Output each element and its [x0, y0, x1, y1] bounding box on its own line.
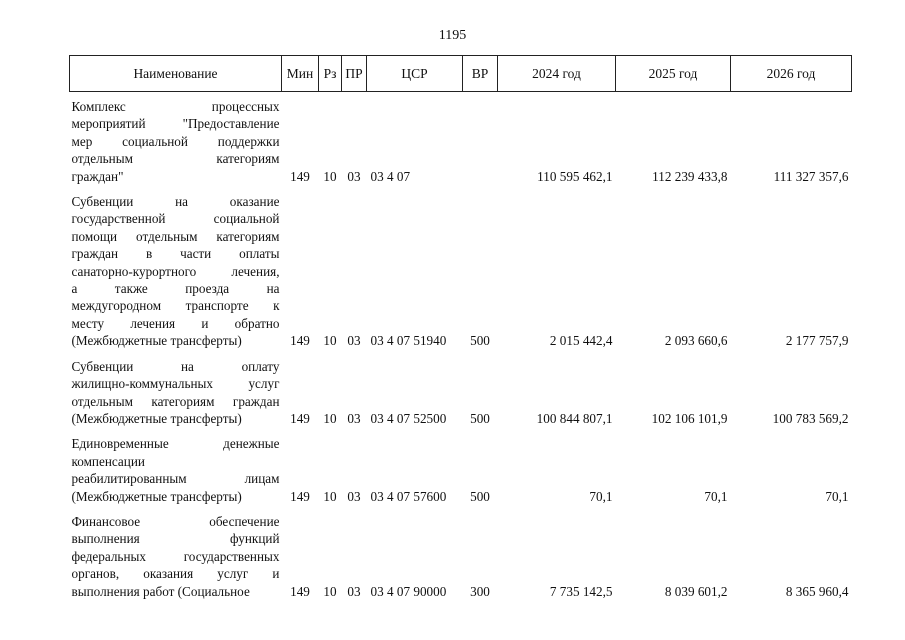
cell-rz: 10 [323, 583, 337, 599]
header-csr: ЦСР [367, 56, 463, 92]
header-vr: ВР [463, 56, 498, 92]
cell-2026: 2 177 757,9 [785, 333, 849, 349]
name-line: междугородном транспорте к [71, 298, 280, 314]
name-line: (Межбюджетные трансферты) [71, 410, 242, 426]
cell-vr: 500 [470, 333, 490, 349]
name-line: граждан" [71, 168, 124, 184]
name-line: помощи отдельным категориям [71, 228, 280, 244]
cell-csr: 03 4 07 90000 [370, 583, 447, 599]
header-2026: 2026 год [731, 56, 852, 92]
name-line: Единовременные денежные [71, 436, 280, 452]
name-line: а также проезда на [71, 281, 280, 297]
cell-name [70, 507, 282, 602]
cell-min: 149 [290, 168, 310, 184]
cell-2026: 111 327 357,6 [773, 168, 849, 184]
name-line: Субвенции на оказание [71, 194, 280, 210]
cell-rz: 10 [323, 333, 337, 349]
cell-2024: 100 844 807,1 [536, 410, 613, 426]
cell-2024: 2 015 442,4 [549, 333, 613, 349]
cell-min: 149 [290, 583, 310, 599]
table-row [70, 507, 852, 602]
name-line: Субвенции на оплату [71, 358, 280, 374]
cell-min: 149 [290, 488, 310, 504]
cell-name [70, 187, 282, 352]
cell-vr: 500 [470, 488, 490, 504]
name-line: мер социальной поддержки [71, 133, 280, 149]
cell-vr [463, 92, 498, 188]
header-rz: Рз [319, 56, 342, 92]
cell-csr: 03 4 07 [370, 168, 411, 184]
table-row [70, 187, 852, 352]
cell-rz: 10 [323, 168, 337, 184]
name-line: граждан в части оплаты [71, 246, 280, 262]
cell-rz: 10 [323, 488, 337, 504]
name-line: месту лечения и обратно [71, 315, 280, 331]
cell-2025: 102 106 101,9 [651, 410, 728, 426]
cell-2025: 8 039 601,2 [664, 583, 728, 599]
header-2025: 2025 год [616, 56, 731, 92]
cell-csr: 03 4 07 57600 [370, 488, 447, 504]
name-line: жилищно-коммунальных услуг [71, 376, 280, 392]
header-pr: ПР [342, 56, 367, 92]
header-name: Наименование [70, 56, 282, 92]
table-header [70, 56, 852, 92]
cell-vr: 300 [470, 583, 490, 599]
cell-2026: 100 783 569,2 [772, 410, 849, 426]
name-line: Комплекс процессных [71, 99, 280, 114]
name-line: санаторно-курортного лечения, [71, 263, 280, 279]
cell-min: 149 [290, 333, 310, 349]
cell-rz: 10 [323, 410, 337, 426]
cell-2025: 2 093 660,6 [664, 333, 728, 349]
name-line: отдельным категориям граждан [71, 393, 280, 409]
name-line: (Межбюджетные трансферты) [71, 333, 242, 349]
cell-min: 149 [290, 410, 310, 426]
table-row [70, 92, 852, 188]
cell-name [70, 352, 282, 430]
name-line: отдельным категориям [71, 151, 280, 167]
cell-vr: 500 [470, 410, 490, 426]
header-min: Мин [282, 56, 319, 92]
table-row [70, 352, 852, 430]
name-line: выполнения работ (Социальное [71, 583, 250, 599]
page-number: 1195 [438, 28, 467, 43]
cell-2026: 8 365 960,4 [785, 583, 849, 599]
name-line: органов, оказания услуг и [71, 566, 280, 582]
header-2024: 2024 год [498, 56, 616, 92]
name-line: Финансовое обеспечение [71, 513, 280, 529]
cell-name [70, 429, 282, 507]
name-line: выполнения функций [71, 531, 280, 547]
cell-pr: 03 [347, 168, 361, 184]
name-line: реабилитированным лицам [71, 471, 280, 487]
cell-2024: 70,1 [589, 488, 613, 504]
name-line: мероприятий "Предоставление [71, 116, 280, 132]
cell-pr: 03 [347, 583, 361, 599]
name-line: (Межбюджетные трансферты) [71, 488, 242, 504]
table-row [70, 429, 852, 507]
budget-table [69, 55, 852, 602]
cell-2024: 7 735 142,5 [549, 583, 613, 599]
cell-pr: 03 [347, 410, 361, 426]
table-body [70, 92, 852, 602]
name-line: государственной социальной [71, 211, 280, 227]
cell-2024: 110 595 462,1 [537, 168, 613, 184]
cell-2025: 70,1 [704, 488, 728, 504]
cell-csr: 03 4 07 51940 [370, 333, 447, 349]
cell-2026: 70,1 [825, 488, 849, 504]
cell-csr: 03 4 07 52500 [370, 410, 447, 426]
cell-pr: 03 [347, 333, 361, 349]
cell-pr: 03 [347, 488, 361, 504]
name-line: компенсации [71, 453, 145, 469]
cell-2025: 112 239 433,8 [652, 168, 728, 184]
cell-name [70, 92, 282, 188]
name-line: федеральных государственных [71, 548, 280, 564]
